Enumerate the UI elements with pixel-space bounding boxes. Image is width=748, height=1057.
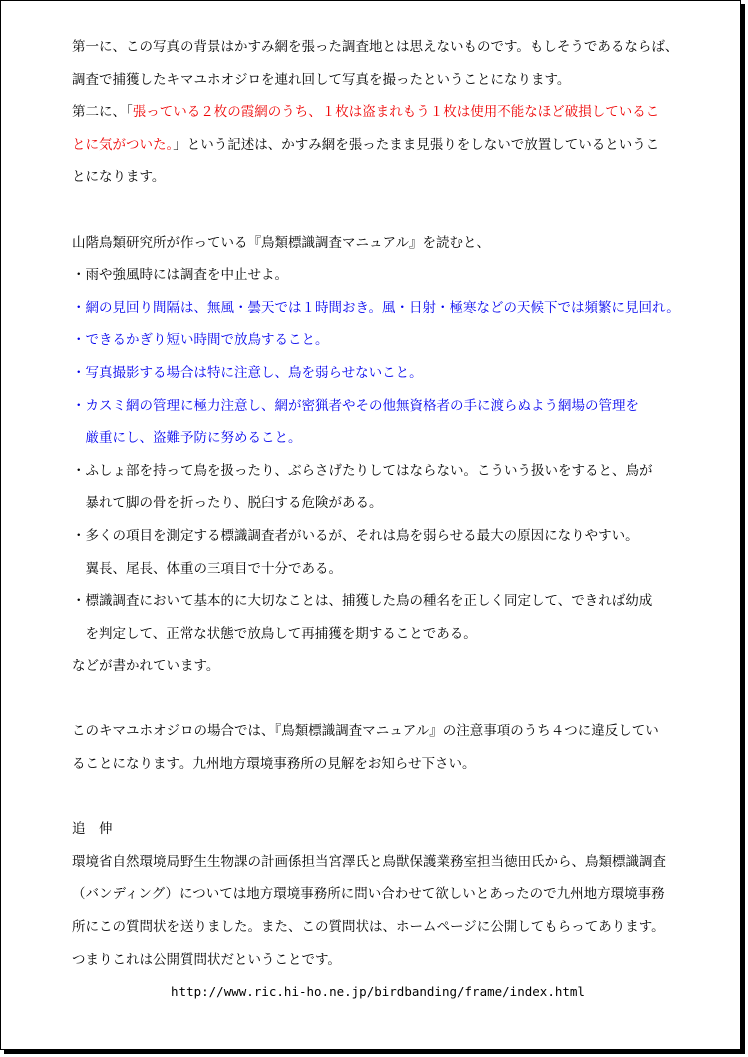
quoted-statement-part-2: とに気がついた。: [72, 136, 174, 153]
paragraph-2-prefix: 第二に、「: [72, 104, 133, 121]
manual-item-6-line-1: ・ふしょ部を持って鳥を扱ったり、ぶらさげたりしてはならない。こういう扱いをすると、鳥が: [72, 462, 653, 479]
manual-item-5-line-2: 厳重にし、盗難予防に努めること。: [85, 430, 302, 447]
page-shadow-bottom: [4, 1050, 745, 1054]
manual-item-4: ・写真撮影する場合は特に注意し、鳥を弱らせないこと。: [72, 364, 423, 381]
manual-intro: 山階鳥類研究所が作っている『鳥類標識調査マニュアル』を読むと、: [72, 234, 490, 251]
paragraph-2-line-1: [72, 96, 684, 129]
manual-item-7-line-1: ・多くの項目を測定する標識調査者がいるが、それは鳥を弱らせる最大の原因になりやすい。: [72, 527, 639, 544]
page-shadow-right: [741, 4, 745, 1054]
paragraph-2-suffix: 」という記述は、かすみ網を張ったまま見張りをしないで放置しているというこ: [173, 136, 660, 153]
manual-item-3: ・できるかぎり短い時間で放鳥すること。: [72, 332, 329, 349]
paragraph-2-line-3: とになります。: [72, 169, 166, 186]
manual-outro: などが書かれています。: [72, 658, 220, 675]
postscript-line-2: （バンディング）については地方環境事務所に問い合わせて欲しいとあったので九州地方環境事務: [72, 886, 665, 903]
manual-item-8-line-1: ・標識調査において基本的に大切なことは、捕獲した鳥の種名を正しく同定して、できれば幼成: [72, 593, 653, 610]
spacer: [72, 781, 684, 814]
manual-item-2: ・網の見回り間隔は、無風・曇天では１時間おき。風・日射・極寒などの天候下では頻繁に見回れ。: [72, 299, 680, 316]
paragraph-1-line-2: 調査で捕獲したキマユホオジロを連れ回して写真を撮ったということになります。: [72, 71, 571, 88]
manual-item-5-line-1: ・カスミ網の管理に極力注意し、網が密猟者やその他無資格者の手に渡らぬよう網場の管理を: [72, 397, 639, 414]
manual-item-6-line-2: 暴れて脚の骨を折ったり、脱臼する危険がある。: [85, 495, 383, 512]
manual-item-7-line-2: 翼長、尾長、体重の三項目で十分である。: [85, 560, 342, 577]
spacer: [72, 683, 684, 716]
website-url: http://www.ric.hi-ho.ne.jp/birdbanding/frame/index.html: [171, 984, 585, 1000]
postscript-line-3: 所にこの質問状を送りました。また、この質問状は、ホームページに公開してもらってあります。: [72, 919, 665, 936]
postscript-line-1: 環境省自然環境局野生生物課の計画係担当宮澤氏と鳥獣保護業務室担当徳田氏から、鳥類標識調査: [72, 853, 666, 870]
manual-item-8-line-2: を判定して、正常な状態で放鳥して再捕獲を期することである。: [85, 625, 477, 642]
postscript-heading: 追 伸: [72, 821, 113, 838]
paragraph-2-line-2: [72, 129, 684, 162]
paragraph-1-line-1: 第一に、この写真の背景はかすみ網を張った調査地とは思えないものです。もしそうであるならば、: [72, 39, 679, 55]
manual-item-1: ・雨や強風時には調査を中止せよ。: [72, 267, 288, 284]
conclusion-line-1: このキマユホオジロの場合では、『鳥類標識調査マニュアル』の注意事項のうち４つに違反してい: [72, 723, 659, 740]
spacer: [72, 194, 684, 227]
quoted-statement-part-1: 張っている２枚の霞網のうち、１枚は盗まれもう１枚は使用不能なほど破損しているこ: [132, 104, 660, 121]
postscript-line-4: つまりこれは公開質問状だということです。: [72, 951, 341, 968]
conclusion-line-2: ることになります。九州地方環境事務所の見解をお知らせ下さい。: [72, 756, 476, 773]
document-body: [72, 31, 684, 1009]
